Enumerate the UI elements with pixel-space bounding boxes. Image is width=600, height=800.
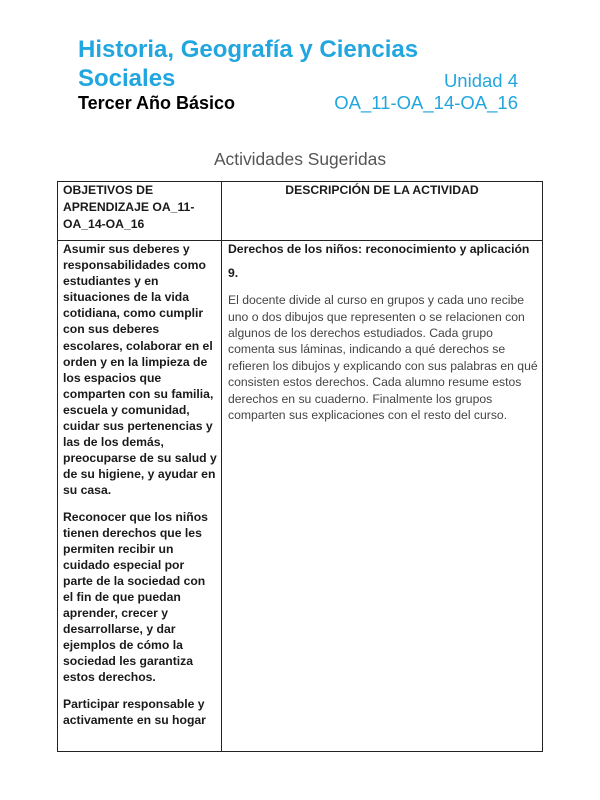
text-line: responsabilidades como <box>63 258 206 273</box>
activity-title: Derechos de los niños: reconocimiento y aplicación <box>228 242 530 256</box>
text-line: OBJETIVOS DE <box>63 183 154 197</box>
objectives-code: OA_11-OA_14-OA_16 <box>334 92 518 113</box>
activity-cell <box>222 241 542 751</box>
text-line: cuidado especial por <box>63 557 185 572</box>
objectives-column-header <box>58 182 222 240</box>
text-line: estudiantes y en <box>63 274 159 289</box>
subject-title-line: Sociales <box>78 65 176 92</box>
objective-paragraph <box>63 241 221 499</box>
text-line: activamente en su hogar <box>63 712 206 727</box>
activity-number: 9. <box>228 266 239 281</box>
text-line: permiten recibir un <box>63 541 174 556</box>
activities-table <box>57 181 543 752</box>
text-line: orden y en la limpieza de <box>63 354 208 369</box>
text-line: uno o dos dibujos que representen o se relacionen con <box>228 309 525 324</box>
description-column-header <box>222 182 542 240</box>
subject-title <box>78 35 418 93</box>
text-line: parte de la sociedad con <box>63 573 206 588</box>
text-line: Asumir sus deberes y <box>63 242 190 256</box>
text-line: Participar responsable y <box>63 696 205 711</box>
text-line: algunos de los derechos estudiados. Cada grupo <box>228 326 493 340</box>
text-line: aprender, crecer y <box>63 606 169 621</box>
text-line: con sus deberes <box>63 322 160 337</box>
text-line: los espacios que <box>63 370 162 385</box>
text-line: cotidiana, como cumplir <box>63 306 204 321</box>
table-header-row <box>58 182 542 241</box>
section-title: Actividades Sugeridas <box>213 149 387 169</box>
text-line: escolares, colaborar en el <box>63 338 213 353</box>
text-line: APRENDIZAJE OA_11- <box>63 200 195 214</box>
text-line: derechos en su cuaderno. Finalmente los grupos <box>228 391 493 406</box>
text-line: desarrollarse, y dar <box>63 622 176 637</box>
text-line: comenta sus láminas, indicando a qué derechos se <box>228 342 506 357</box>
text-line: el fin de que puedan <box>63 589 181 604</box>
text-line: situaciones de la vida <box>63 290 189 305</box>
text-line: El docente divide al curso en grupos y cada uno recibe <box>228 293 525 308</box>
text-line: ejemplos de cómo la <box>63 638 183 653</box>
text-line: OA_14-OA_16 <box>63 217 145 231</box>
objective-paragraph <box>63 509 221 686</box>
text-line: tienen derechos que les <box>63 525 202 540</box>
text-line: comparten con su familia, <box>63 386 214 401</box>
activity-description <box>228 292 542 423</box>
description-column-header-label: DESCRIPCIÓN DE LA ACTIVIDAD <box>285 183 479 197</box>
text-line: preocuparse de su salud y <box>63 451 217 466</box>
objective-paragraph <box>63 696 221 728</box>
text-line: las de los demás, <box>63 435 164 450</box>
grade-label: Tercer Año Básico <box>78 93 236 113</box>
text-line: Reconocer que los niños <box>63 509 208 524</box>
text-line: escuela y comunidad, <box>63 402 190 417</box>
text-line: su casa. <box>63 483 112 498</box>
unit-label: Unidad 4 <box>443 70 518 91</box>
table-row <box>58 241 542 751</box>
text-line: comparten sus explicaciones con el resto del curso. <box>228 408 508 423</box>
text-line: refieren los dibujos y explicando con sus palabras en qué <box>228 358 538 373</box>
subject-title-line: Historia, Geografía y Ciencias <box>78 36 419 63</box>
text-line: consisten estos derechos. Cada alumno resume estos <box>228 375 522 390</box>
text-line: estos derechos. <box>63 670 156 685</box>
text-line: de su higiene, y ayudar en <box>63 467 216 482</box>
objectives-cell <box>58 241 222 751</box>
text-line: cuidar sus pertenencias y <box>63 419 213 434</box>
text-line: sociedad les garantiza <box>63 654 194 669</box>
